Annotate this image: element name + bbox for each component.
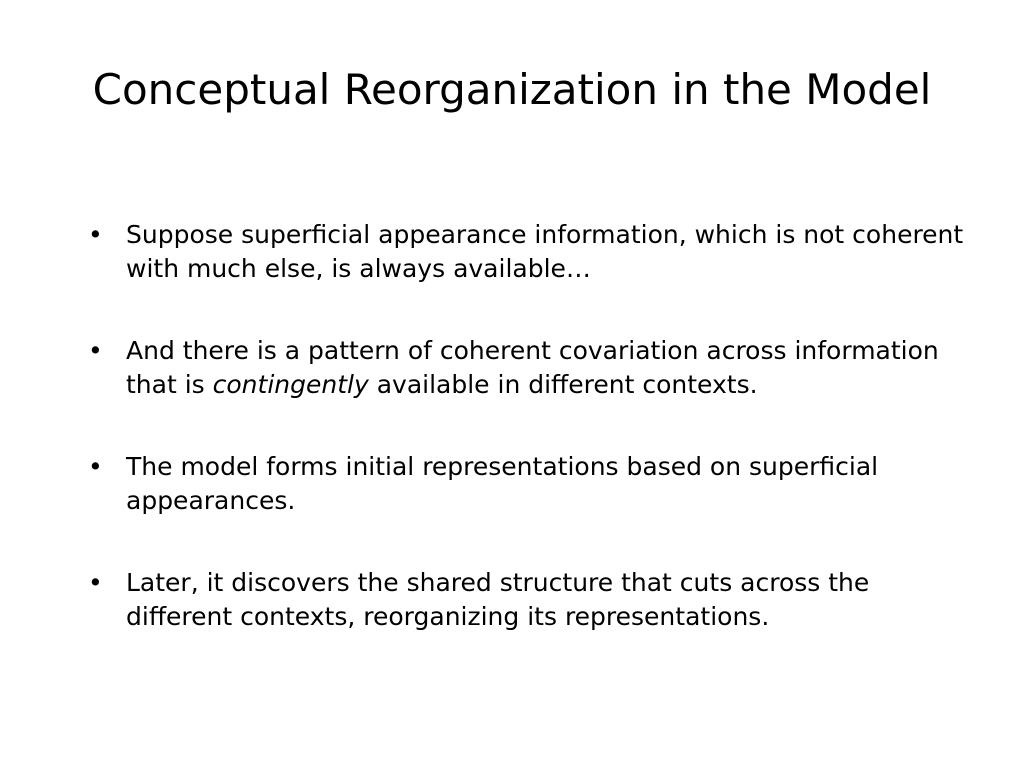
bullet-icon [88, 566, 108, 600]
slide-title: Conceptual Reorganization in the Model [92, 65, 932, 114]
bullet-item [84, 334, 964, 402]
bullet-item [84, 450, 964, 518]
bullet-text: Suppose superficial appearance information, which is not coherent with much else, is always available… [126, 220, 964, 283]
bullet-item [84, 566, 964, 634]
bullet-icon [88, 450, 108, 484]
bullet-text-emphasis: contingently [212, 370, 369, 399]
bullet-icon [88, 218, 108, 252]
bullet-text: The model forms initial representations based on superficial appearances. [126, 452, 879, 515]
bullet-text: Later, it discovers the shared structure that cuts across the different contexts, reorganizing its representations. [126, 568, 870, 631]
bullet-icon [88, 334, 108, 368]
bullet-item [84, 218, 964, 286]
bullet-text-before: And there is a pattern of coherent covariation across information that is [126, 336, 939, 399]
bullet-text-after: available in different contexts. [368, 370, 758, 399]
bullet-list [84, 218, 964, 634]
